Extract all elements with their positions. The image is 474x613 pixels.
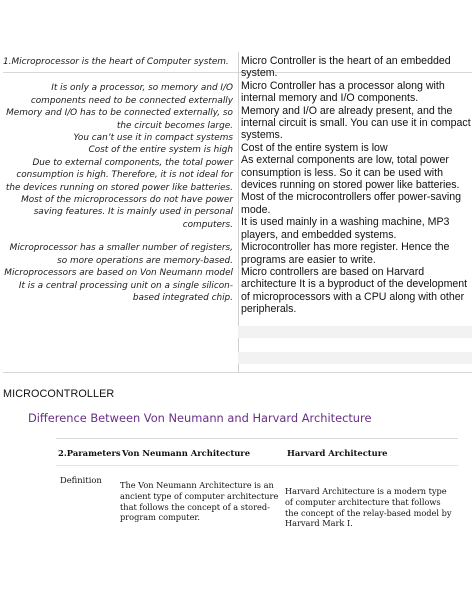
row-label-definition: Definition xyxy=(60,475,102,485)
mp-point-8: Microprocessor has a smaller number of registers, so more operations are memory-based. xyxy=(9,243,233,266)
von-neumann-definition: The Von Neumann Architecture is an ancient type of computer architecture that follows the concept of a stored-program computer. xyxy=(120,480,279,523)
header-von-neumann: Von Neumann Architecture xyxy=(122,448,251,458)
header-parameters: 2.Parameters xyxy=(58,448,121,458)
mc-point-1: Micro Controller is the heart of an embedded system. xyxy=(241,55,451,80)
mc-point-2: Micro Controller has a processor along with internal memory and I/O components. xyxy=(241,79,445,105)
header-divider xyxy=(56,465,458,466)
mp-point-3: Memory and I/O has to be connected externally, so the circuit becomes large. xyxy=(6,108,233,131)
mc-point-8: Microcontroller has more register. Hence the programs are easier to write. xyxy=(241,241,450,266)
comparison-table xyxy=(3,52,472,373)
harvard-definition: Harvard Architecture is a modern type of computer architecture that follows the concept of the relay-based model by Harvard Mark I. xyxy=(285,486,452,529)
mp-point-7: Most of the microprocessors do not have power saving features. It is mainly used in personal computers. xyxy=(21,195,233,230)
section-heading: Difference Between Von Neumann and Harvard Architecture xyxy=(28,411,372,425)
mp-point-9: Microprocessors are based on Von Neumann model xyxy=(4,268,233,279)
column-divider xyxy=(238,52,239,372)
mc-point-6: Most of the microcontrollers offer power-saving mode. xyxy=(241,191,462,216)
mp-point-4: You can’t use it in compact systems xyxy=(73,133,233,144)
mc-point-7: It is used mainly in a washing machine, MP3 players, and embedded systems. xyxy=(241,216,450,241)
microprocessor-column xyxy=(3,52,233,304)
mp-point-2: It is only a processor, so memory and I/O components need to be connected externally xyxy=(30,83,233,106)
mc-point-9: Micro controllers are based on Harvard architecture It is a byproduct of the development of microprocessors with a CPU along with other peripherals. xyxy=(241,265,468,316)
mc-point-5: As external components are low, total power consumption is less. So it can be used with devices running on stored power like batteries. xyxy=(241,154,460,192)
architecture-table xyxy=(56,438,458,577)
mp-point-1: 1.Microprocessor is the heart of Computer system. xyxy=(3,57,229,67)
header-harvard: Harvard Architecture xyxy=(287,448,388,458)
shaded-row xyxy=(238,352,472,364)
microcontroller-label: MICROCONTROLLER xyxy=(3,388,115,400)
shaded-row xyxy=(238,326,472,338)
mc-point-3: Memory and I/O are already present, and the internal circuit is small. You can use it in compact systems. xyxy=(241,104,471,142)
mc-point-4: Cost of the entire system is low xyxy=(241,141,388,154)
microcontroller-column xyxy=(241,52,473,316)
mp-point-10: It is a central processing unit on a single silicon-based integrated chip. xyxy=(18,280,233,303)
mp-point-5: Cost of the entire system is high xyxy=(88,145,233,156)
mp-point-6: Due to external components, the total power consumption is high. Therefore, it is not ideal for the devices running on stored power like batteries. xyxy=(5,157,233,193)
